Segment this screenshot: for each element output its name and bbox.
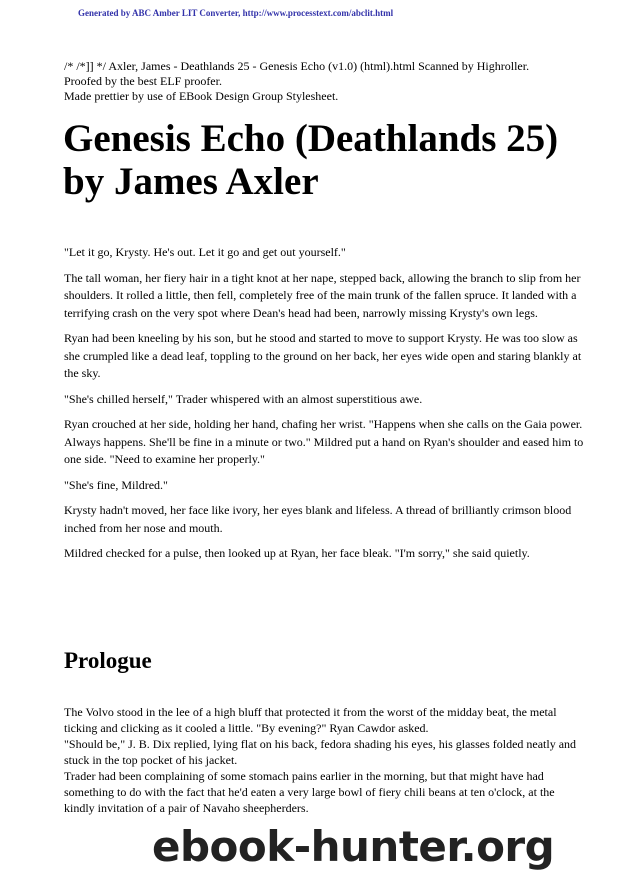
paragraph: "Let it go, Krysty. He's out. Let it go and get out yourself."	[64, 245, 346, 259]
paragraph: "Should be," J. B. Dix replied, lying flat on his back, fedora shading his eyes, his glasses folded neatly and stuck in the top pocket of his jacket.	[64, 737, 577, 767]
scan-info	[64, 59, 584, 104]
chapter-heading: Prologue	[64, 648, 152, 673]
scan-info-line: /* /*]] */ Axler, James - Deathlands 25 - Genesis Echo (v1.0) (html).html Scanned by Highroller.	[64, 59, 530, 73]
paragraph: Trader had been complaining of some stomach pains earlier in the morning, but that might have had something to do with the fact that he'd eaten a very large bowl of fiery chili beans at ten o'clock, at the kindly invitation of a pair of Navaho sheepherders.	[64, 769, 555, 815]
paragraph: Krysty hadn't moved, her face like ivory, her eyes blank and lifeless. A thread of brilliantly crimson blood inched from her nose and mouth.	[64, 503, 572, 535]
converter-link[interactable]: Generated by ABC Amber LIT Converter, http://www.processtext.com/abclit.html	[78, 8, 394, 18]
prologue-text	[64, 704, 584, 816]
paragraph: "She's chilled herself," Trader whispered with an almost superstitious awe.	[64, 391, 423, 406]
paragraph: Ryan had been kneeling by his son, but he stood and started to move to support Krysty. He was too slow as she crumpled like a dead leaf, toppling to the ground on her back, her eyes wide open and staring blankly at the sky.	[64, 331, 582, 380]
book-author-line: by James Axler	[63, 160, 319, 203]
paragraph: The tall woman, her fiery hair in a tight knot at her nape, stepped back, allowing the branch to slip from her shoulders. It rolled a little, then fell, completely free of the main trunk of the fallen spruce. It landed with a terrifying crash on the very spot where Dean's head had been, narrowly missing Krysty's own legs.	[64, 270, 581, 320]
paragraph: The Volvo stood in the lee of a high bluff that protected it from the worst of the midday beat, the metal ticking and clicking as it cooled a little. "By evening?" Ryan Cawdor asked.	[64, 705, 557, 735]
opening-passage	[64, 244, 584, 571]
watermark: ebook-hunter.org	[152, 822, 555, 871]
paragraph: Mildred checked for a pulse, then looked up at Ryan, her face bleak. "I'm sorry," she said quietly.	[64, 546, 530, 560]
book-title-line: Genesis Echo (Deathlands 25)	[63, 117, 559, 160]
scan-info-line: Proofed by the best ELF proofer.	[64, 74, 222, 88]
paragraph: "She's fine, Mildred."	[64, 477, 168, 492]
scan-info-line: Made prettier by use of EBook Design Group Stylesheet.	[64, 89, 339, 103]
book-title	[63, 117, 603, 203]
paragraph: Ryan crouched at her side, holding her hand, chafing her wrist. "Happens when she calls on the Gaia power. Always happens. She'll be fine in a minute or two." Mildred put a hand on Ryan's shoulder and eased him to one side. "Need to examine her properly."	[64, 417, 584, 466]
